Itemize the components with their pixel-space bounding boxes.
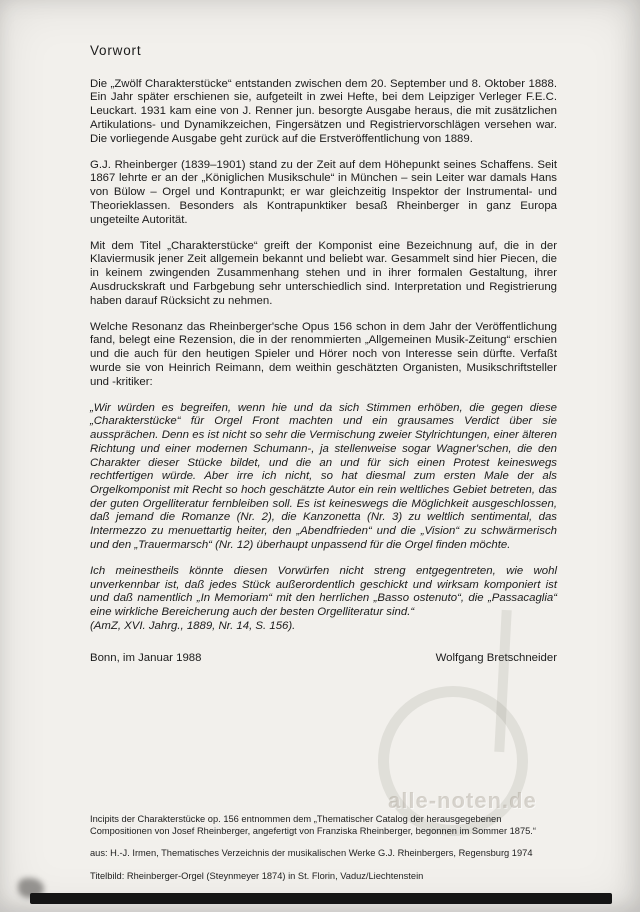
page-title: Vorwort <box>90 43 142 58</box>
preface-text-block <box>90 44 557 665</box>
signoff-author: Wolfgang Bretschneider <box>435 651 557 664</box>
paragraph-3: Mit dem Titel „Charakterstücke“ greift der Komponist eine Bezeichnung auf, die in der Klaviermusik jener Zeit allgemein bekannt und beliebt war. Gesammelt sind hier Piecen, die in keinem zwingenden Zusammenhang stehen und in ihrer formalen Gestaltung, ihrer Ausdruckskraft und Farbgebung sehr unterschiedlich sind. Interpretation und Registrierung haben darauf Rücksicht zu nehmen. <box>90 239 557 307</box>
signoff-place-date: Bonn, im Januar 1988 <box>90 651 202 664</box>
review-quote-paragraph-2: Ich meinestheils könnte diesen Vorwürfen nicht streng entgegentreten, wie wohl unverkennbar ist, daß jedes Stück außerordentlich geschickt und wirksam komponiert ist und daß namentlich „In Memoriam“ mit den herrlichen „Basso ostenuto“, die „Passacaglia“ eine wirkliche Bereicherung auch der besten Orgelliteratur sind.“ <box>90 565 557 619</box>
scan-edge-artifact <box>30 893 612 904</box>
review-citation: (AmZ, XVI. Jahrg., 1889, Nr. 14, S. 156). <box>90 619 296 632</box>
footnotes-block <box>90 814 562 893</box>
paragraph-4: Welche Resonanz das Rheinberger'sche Opus 156 schon in dem Jahr der Veröffentlichung fand, belegt eine Rezension, die in der renommierten „Allgemeinen Musik-Zeitung“ erschien und die auch für den heutigen Spieler und Hörer noch von Interesse sein dürfte. Verfaßt wurde sie von Heinrich Reimann, dem weithin geschätzten Organisten, Musikschriftsteller und -kritiker: <box>90 320 557 388</box>
footnote-source: aus: H.-J. Irmen, Thematisches Verzeichnis der musikalischen Werke G.J. Rheinbergers, Regensburg 1974 <box>90 848 533 859</box>
footnote-incipits: Incipits der Charakterstücke op. 156 entnommen dem „Thematischer Catalog der herausgegebenen Compositionen von Josef Rheinberger, angefertigt von Franziska Rheinberger, begonnen im Sommer 1875.“ <box>90 814 536 836</box>
review-quote-paragraph-1: „Wir würden es begreifen, wenn hie und da sich Stimmen erhöben, die gegen diese „Charakterstücke“ für Orgel Front machten und ein grausames Verdict über sie aussprächen. Denn es ist nicht so sehr die Vermischung zweier Stylrichtungen, einer älteren Richtung und einer modernen Schumann-, ja stellenweise sogar Wagner'schen, die den Charakter dieser Stücke bildet, und die an und für sich einen Protest keineswegs rechtfertigen würde. Aber irre ich nicht, so hat diesmal zum ersten Male der als Orgelkomponist mit Recht so hoch geschätzte Autor ein rein weltliches Gebiet betreten, das der guten Orgelliteratur fernbleiben soll. Es ist keineswegs die Möglichkeit ausgeschlossen, daß jemand die Romanze (Nr. 2), die Kanzonetta (Nr. 3) zu weltlich sentimental, das Intermezzo zu menuettartig heiter, den „Abendfrieden“ und die „Vision“ zu schwärmerisch und den „Trauermarsch“ (Nr. 12) überhaupt unpassend für die Orgel finden möchte. <box>90 401 557 551</box>
footnote-cover-image: Titelbild: Rheinberger-Orgel (Steynmeyer 1874) in St. Florin, Vaduz/Liechtenstein <box>90 870 424 881</box>
signoff-row <box>90 652 557 666</box>
paragraph-2: G.J. Rheinberger (1839–1901) stand zu der Zeit auf dem Höhepunkt seines Schaffens. Seit 1867 lehrte er an der „Königlichen Musikschule“ in München – sein Leiter war damals Hans von Bülow – Orgel und Kontrapunkt; er war gleichzeitig Inspektor der Instrumental- und Theorieklassen. Besonders als Kontrapunktiker besaß Rheinberger in ganz Europa ungeteilte Autorität. <box>90 158 557 226</box>
paragraph-1: Die „Zwölf Charakterstücke“ entstanden zwischen dem 20. September und 8. Oktober 1888. Ein Jahr später erschienen sie, aufgeteilt in zwei Hefte, bei dem Leipziger Verleger F.E.C. Leuckart. 1931 kam eine von J. Renner jun. besorgte Ausgabe heraus, die mit zusätzlichen Artikulations- und Dynamikzeichen, Fingersätzen und Registriervorschlägen versehen war. Die vorliegende Ausgabe geht zurück auf die Erstveröffentlichung von 1889. <box>90 77 557 145</box>
watermark-text: alle-noten.de <box>388 788 537 813</box>
